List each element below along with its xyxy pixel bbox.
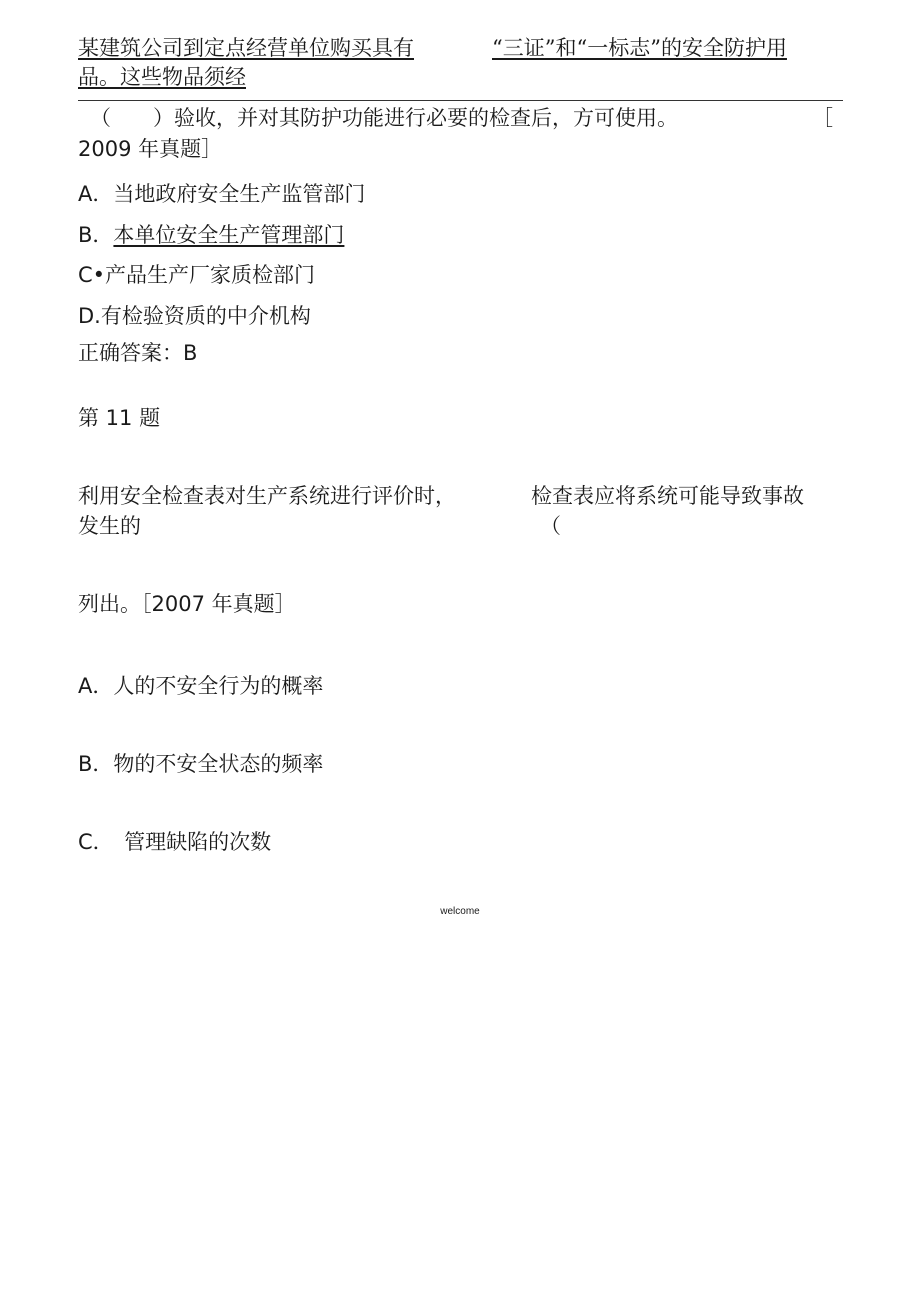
q11-stem-line3: 列出。［2007 年真题］ [78,592,296,616]
q10-stem-line3: （ ）验收，并对其防护功能进行必要的检查后，方可使用。 [90,106,678,130]
footer-text: welcome [440,906,480,917]
q10-stem-line1-part2: “三证”和“一标志”的安全防护用 [492,36,787,60]
q11-stem-left2: 发生的 [78,514,141,538]
q11-stem-right1: 检查表应将系统可能导致事故 [531,484,804,508]
q10-bracket-open: ［ [812,106,833,130]
q10-stem-gap-underline [447,34,490,62]
q10-option-b: B．本单位安全生产管理部门 [78,223,345,247]
q11-option-c: C． 管理缺陷的次数 [78,830,272,854]
q10-year-tag: 2009 年真题］ [78,137,223,161]
q10-option-a: A．当地政府安全生产监管部门 [78,182,366,206]
q10-option-b-text: 本单位安全生产管理部门 [113,223,345,247]
q11-option-b: B．物的不安全状态的频率 [78,752,324,776]
q10-option-d: D.有检验资质的中介机构 [78,304,311,328]
q11-stem-right2: （ [540,514,561,538]
q11-heading: 第 11 题 [78,406,161,430]
q10-option-c: C•产品生产厂家质检部门 [78,263,316,287]
horizontal-rule [78,100,843,101]
q10-stem-line1-part1: 某建筑公司到定点经营单位购买具有 [78,36,414,60]
q11-option-a: A．人的不安全行为的概率 [78,674,324,698]
q11-stem-left1: 利用安全检查表对生产系统进行评价时， [78,484,456,508]
q10-stem-line2: 品。这些物品须经 [78,65,246,89]
q10-answer: 正确答案：B [78,341,198,365]
